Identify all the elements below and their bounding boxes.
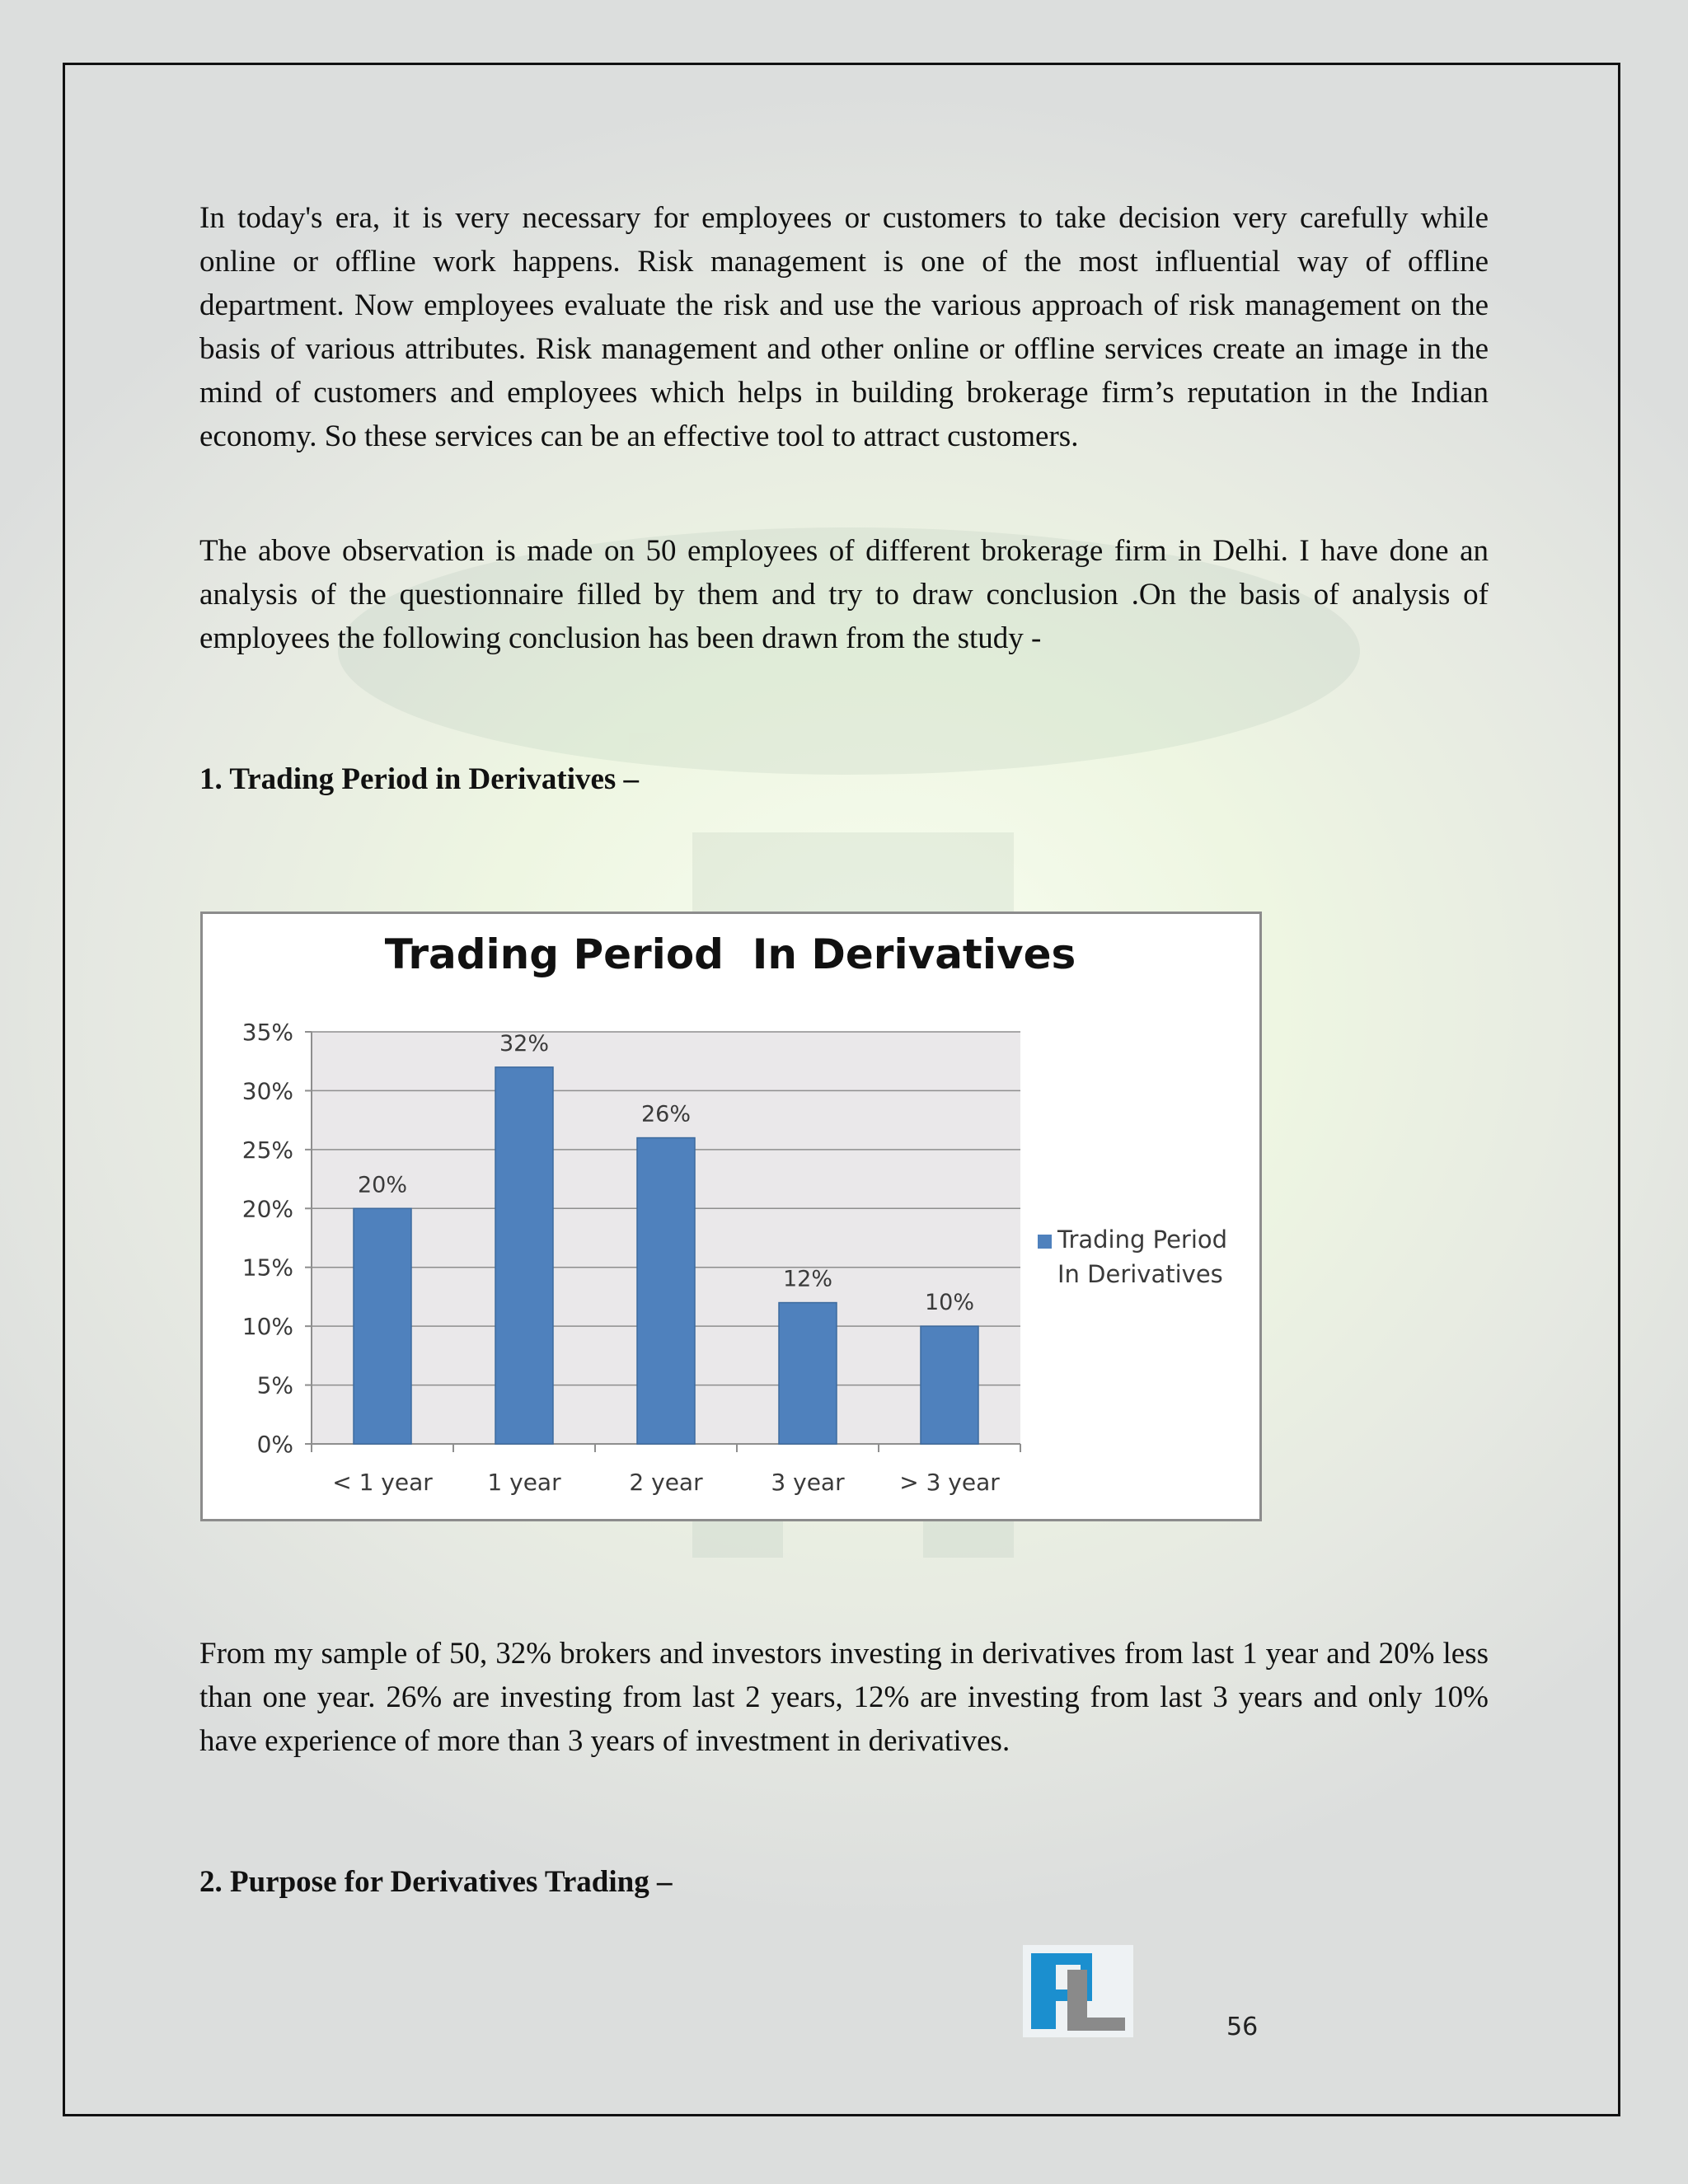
bar [921,1326,978,1444]
x-tick-label: 1 year [487,1469,561,1496]
intro-paragraph: In today's era, it is very necessary for employees or customers to take decision very carefully while online or offline work happens. Risk management is one of the most influential way of offline department. Now employees evaluate the risk and use the various approach of risk management on the basis of various attributes. Risk management and other online or offline services create an image in the mind of customers and employees which helps in building brokerage firm’s reputation in the Indian economy. So these services can be an effective tool to attract customers. [199,201,1489,453]
bar [637,1138,695,1444]
x-tick-label: > 3 year [899,1469,1000,1496]
finding-paragraph: From my sample of 50, 32% brokers and investors investing in derivatives from last 1 year and 20% less than one year. 26% are investing from last 2 years, 12% are investing from last 3 years and only 10% have experience of more than 3 years of investment in derivatives. [199,1637,1489,1758]
chart-title: Trading Period In Derivatives [384,930,1076,978]
pl-logo-icon [1023,1945,1133,2037]
y-tick-label: 35% [241,1019,293,1046]
y-tick-label: 10% [241,1313,293,1341]
bar [495,1067,553,1444]
page-number: 56 [1226,2013,1259,2041]
y-tick-label: 0% [256,1431,293,1458]
y-tick-label: 30% [241,1077,293,1105]
x-tick-label: < 1 year [332,1469,433,1496]
data-label: 20% [357,1172,408,1198]
trading-period-chart [200,912,1262,1521]
bar [354,1208,411,1444]
bar-chart-svg [203,914,1259,1519]
data-label: 12% [782,1266,833,1292]
y-tick-label: 15% [241,1254,293,1282]
data-label: 10% [924,1290,975,1316]
y-tick-label: 20% [241,1195,293,1223]
legend-label-line1: Trading Period [1057,1226,1228,1254]
chart-legend [1038,1226,1227,1288]
x-tick-label: 3 year [771,1469,845,1496]
bar [779,1303,837,1444]
section-heading-trading-period: 1. Trading Period in Derivatives – [199,762,640,796]
x-tick-label: 2 year [629,1469,703,1496]
y-tick-label: 5% [256,1371,293,1399]
legend-label-line2: In Derivatives [1057,1260,1223,1288]
section-heading-purpose: 2. Purpose for Derivatives Trading – [199,1865,673,1899]
legend-swatch [1038,1235,1052,1249]
data-label: 32% [499,1030,550,1057]
observation-paragraph: The above observation is made on 50 employees of different brokerage firm in Delhi. I have done an analysis of the questionnaire filled by them and try to draw conclusion .On the basis of analysis of employees the following conclusion has been drawn from the study - [199,534,1489,655]
y-tick-label: 25% [241,1136,293,1164]
data-label: 26% [640,1101,692,1127]
